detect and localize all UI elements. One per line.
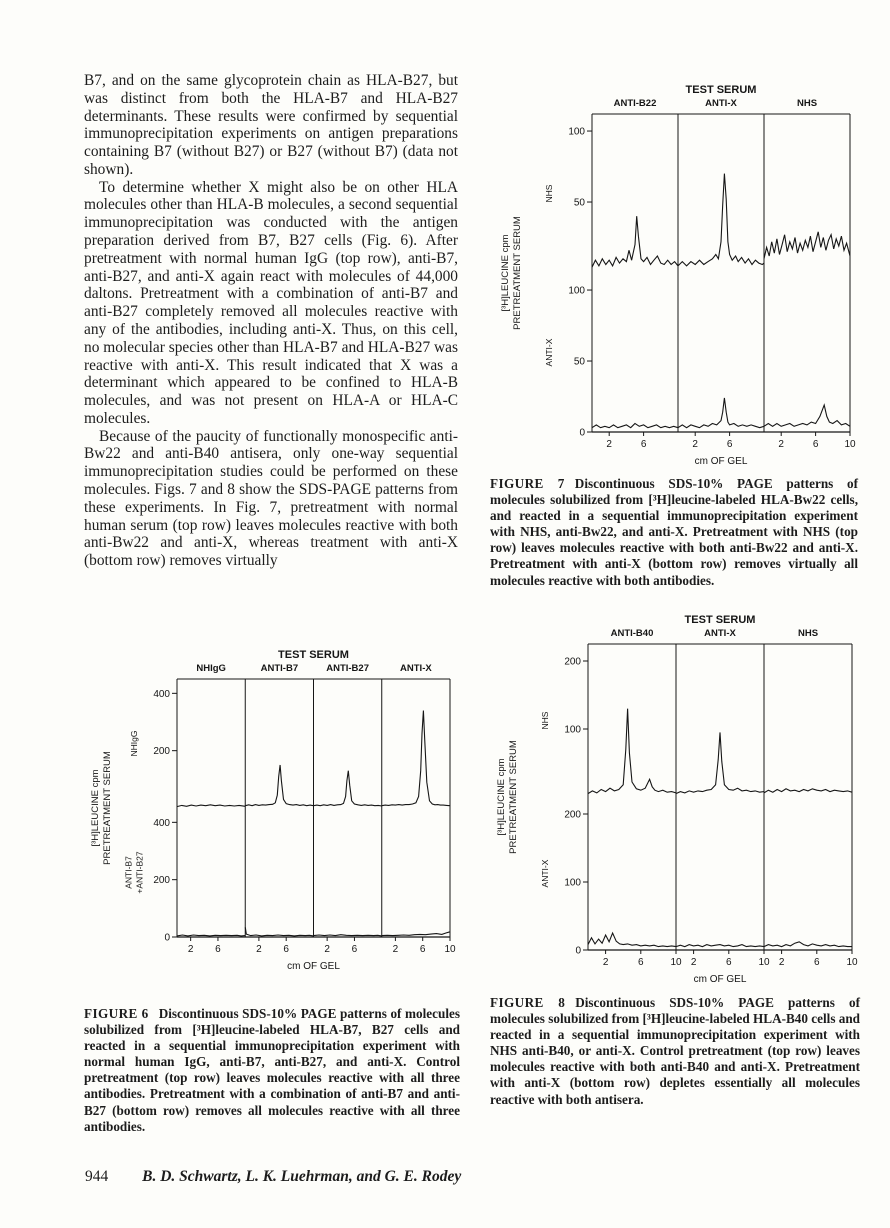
svg-text:0: 0 [164, 932, 170, 944]
svg-text:NHS: NHS [540, 711, 550, 730]
svg-text:2: 2 [392, 944, 399, 955]
page-number: 944 [85, 1168, 109, 1185]
svg-text:6: 6 [726, 439, 733, 450]
svg-text:6: 6 [351, 944, 358, 955]
svg-text:cm OF GEL: cm OF GEL [693, 974, 747, 985]
svg-text:10: 10 [846, 957, 858, 968]
figure8-caption [490, 995, 860, 1108]
svg-text:NHIgG: NHIgG [196, 663, 226, 674]
svg-text:0: 0 [579, 427, 585, 439]
svg-text:2: 2 [256, 944, 262, 955]
svg-text:2: 2 [690, 957, 697, 968]
svg-text:NHIgG: NHIgG [129, 730, 139, 757]
svg-text:ANTI-X: ANTI-X [540, 859, 550, 888]
svg-text:50: 50 [573, 197, 585, 209]
svg-text:10: 10 [444, 944, 456, 955]
svg-text:ANTI-X: ANTI-X [704, 628, 736, 639]
svg-text:6: 6 [638, 957, 644, 968]
svg-text:2: 2 [692, 439, 698, 450]
svg-text:200: 200 [564, 656, 581, 668]
svg-text:10: 10 [758, 957, 770, 968]
svg-text:2: 2 [606, 439, 612, 450]
svg-text:2: 2 [187, 944, 194, 955]
svg-text:200: 200 [564, 809, 581, 821]
svg-text:6: 6 [812, 439, 819, 450]
figure6-caption [84, 1006, 460, 1135]
svg-text:ANTI-B40: ANTI-B40 [610, 628, 654, 639]
body-paragraph: B7, and on the same glycoprotein chain as HLA-B27, but was distinct from both the HLA-B7 and HLA-B27 determinants. These results were confirmed by sequential immunoprecipitation experiments on antigen preparations containing B7 (without B27) or B27 (without B7) (data not shown). [84, 72, 458, 178]
svg-text:100: 100 [568, 126, 585, 138]
figure6-chart [82, 645, 460, 980]
svg-text:2: 2 [602, 957, 609, 968]
svg-text:400: 400 [153, 688, 170, 700]
figure8-label: FIGURE 8 [490, 995, 566, 1010]
svg-text:ANTI-X: ANTI-X [544, 338, 554, 367]
svg-text:ANTI-B7: ANTI-B7 [123, 856, 134, 889]
svg-text:2: 2 [324, 944, 330, 955]
body-text-column [84, 72, 458, 570]
figure6-label: FIGURE 6 [84, 1006, 149, 1021]
svg-text:2: 2 [778, 439, 784, 450]
svg-text:100: 100 [568, 285, 585, 297]
figure8-caption-text: Discontinuous SDS-10% PAGE patterns of molecules solubilized from [³H]leucine-labeled HLA-B40 cells and reacted in a sequential immunoprecipitation experiment with NHS anti-B40, or anti-X. Control pretreatment (top row) leaves molecules reactive with both anti-B40 and anti-X. Pretreatment with anti-X (bottom row) depletes essentially all molecules reactive with both antisera. [490, 995, 861, 1107]
svg-text:2: 2 [778, 957, 785, 968]
svg-text:ANTI-B27: ANTI-B27 [326, 663, 370, 674]
svg-text:400: 400 [153, 817, 170, 829]
svg-text:TEST SERUM: TEST SERUM [278, 649, 349, 661]
svg-text:200: 200 [153, 875, 170, 887]
svg-text:ANTI-B7: ANTI-B7 [260, 663, 299, 674]
figure7-caption-text: Discontinuous SDS-10% PAGE patterns of molecules solubilized from [³H]leucine-labeled HLA-Bw22 cells, and reacted in a sequential immunoprecipitation experiment with NHS, anti-Bw22, and anti-X. Pretreatment with NHS (top row) leaves molecules reactive with both anti-Bw22 and anti-X. Pretreatment with anti-X (bottom row) removes virtually all molecules reactive with both antibodies. [490, 476, 858, 588]
svg-text:PRETREATMENT SERUM: PRETREATMENT SERUM [102, 751, 113, 865]
svg-text:NHS: NHS [544, 184, 554, 203]
svg-text:ANTI-X: ANTI-X [400, 663, 432, 674]
svg-text:[³H]LEUCINE cpm: [³H]LEUCINE cpm [500, 234, 511, 312]
svg-text:10: 10 [670, 957, 682, 968]
body-paragraph: To determine whether X might also be on other HLA molecules other than HLA-B molecules, a second sequential immunoprecipitation was conducted with the antigen preparation derived from B7, B27 cells (Fig. 6). After pretreatment with normal human IgG (top row), anti-B7, anti-B27, and anti-X again react with molecules of 44,000 daltons. Pretreatment with a combination of anti-B7 and anti-B27 completely removed all molecules reactive with any of the antibodies, including anti-X. Thus, on this cell, no molecular species other than HLA-B7 and HLA-B27 was reactive with anti-X. This result indicated that X was a determinant which appeared to be confined to HLA-B molecules, and was not present on HLA-A or HLA-C molecules. [84, 178, 458, 427]
svg-text:6: 6 [283, 944, 289, 955]
svg-text:200: 200 [153, 746, 170, 758]
svg-text:ANTI-X: ANTI-X [705, 98, 737, 109]
svg-text:6: 6 [640, 439, 647, 450]
svg-text:PRETREATMENT SERUM: PRETREATMENT SERUM [512, 216, 523, 330]
page-footer [85, 1168, 461, 1186]
figure6-caption-text: Discontinuous SDS-10% PAGE patterns of molecules solubilized from [³H]leucine-labeled HLA-B7, B27 cells and reacted in a sequential immunoprecipitation experiment with normal human IgG, anti-B7, anti-B27, and anti-X. Control pretreatment (top row) leaves molecules reactive with all three antibodies. Pretreatment with a combination of anti-B7 and anti-B27 (bottom row) removes all molecules reactive with all three antibodies. [84, 1006, 460, 1134]
figure7-chart [492, 80, 858, 475]
svg-text:cm OF GEL: cm OF GEL [694, 456, 748, 467]
svg-text:50: 50 [573, 356, 585, 368]
svg-text:[³H]LEUCINE cpm: [³H]LEUCINE cpm [496, 758, 507, 836]
svg-text:6: 6 [814, 957, 820, 968]
svg-text:6: 6 [215, 944, 221, 955]
svg-text:+ANTI-B27: +ANTI-B27 [134, 851, 145, 894]
svg-text:cm OF GEL: cm OF GEL [287, 961, 340, 972]
svg-text:6: 6 [419, 944, 426, 955]
svg-text:100: 100 [564, 724, 581, 736]
figure7-caption [490, 476, 858, 589]
svg-text:PRETREATMENT SERUM: PRETREATMENT SERUM [508, 740, 519, 854]
svg-text:NHS: NHS [796, 98, 818, 109]
svg-text:10: 10 [844, 439, 856, 450]
figure7-label: FIGURE 7 [490, 476, 565, 491]
svg-text:100: 100 [564, 877, 581, 889]
svg-text:6: 6 [726, 957, 732, 968]
svg-text:0: 0 [575, 945, 581, 957]
running-authors: B. D. Schwartz, L. K. Luehrman, and G. E. Rodey [142, 1168, 462, 1185]
body-paragraph: Because of the paucity of functionally monospecific anti-Bw22 and anti-B40 antisera, only one-way sequential immunoprecipitation studies could be performed on these molecules. Figs. 7 and 8 show the SDS-PAGE patterns from these experiments. In Fig. 7, pretreatment with normal human serum (top row) leaves molecules reactive with both anti-Bw22 and anti-X, whereas treatment with anti-X (bottom row) removes virtually [84, 427, 458, 570]
svg-text:NHS: NHS [797, 628, 819, 639]
svg-text:TEST SERUM: TEST SERUM [685, 84, 757, 96]
figure8-chart [488, 610, 860, 993]
svg-text:[³H]LEUCINE cpm: [³H]LEUCINE cpm [90, 769, 101, 847]
svg-text:TEST SERUM: TEST SERUM [684, 614, 756, 626]
svg-text:ANTI-B22: ANTI-B22 [613, 98, 657, 109]
